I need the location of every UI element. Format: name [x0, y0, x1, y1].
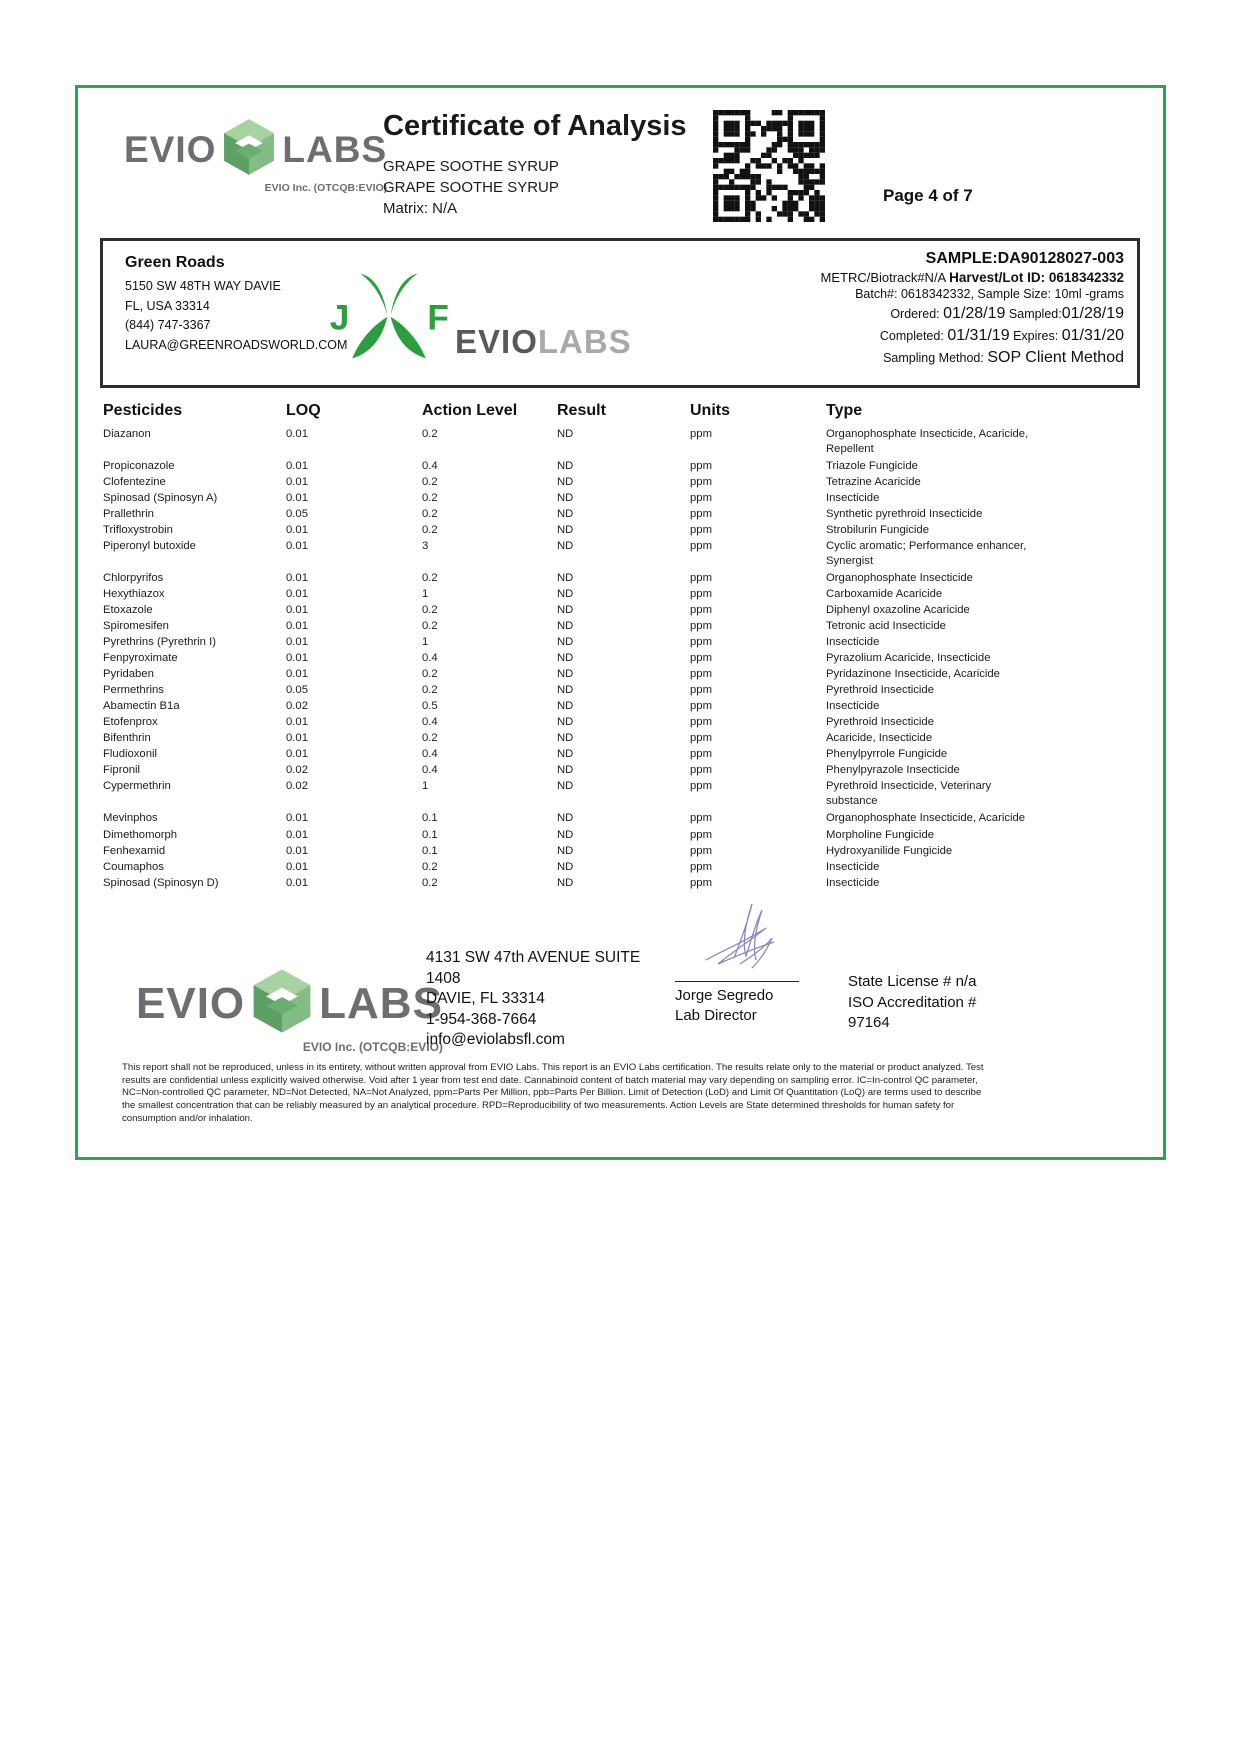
- page-number: Page 4 of 7: [883, 186, 973, 205]
- eviolabs-wordmark: EVIOLABS: [455, 323, 632, 360]
- action-level-cell: 1: [422, 636, 429, 648]
- type-cell: Carboxamide Acaricide: [826, 588, 943, 600]
- table-row: [103, 651, 1143, 666]
- loq-cell: 0.01: [286, 492, 308, 504]
- table-row: [103, 860, 1143, 875]
- action-level-cell: 0.2: [422, 620, 438, 632]
- evio-labs-logo-footer: [136, 968, 443, 1054]
- units-cell: ppm: [690, 620, 712, 632]
- units-cell: ppm: [690, 861, 712, 873]
- table-header-row: [103, 402, 1143, 420]
- result-cell: ND: [557, 732, 574, 744]
- loq-cell: 0.01: [286, 476, 308, 488]
- col-header-action-level: Action Level: [422, 402, 518, 419]
- table-row: [103, 828, 1143, 843]
- table-row: [103, 763, 1143, 778]
- type-cell: Pyrethroid Insecticide, Veterinary substance: [826, 780, 992, 807]
- pesticide-name-cell: Chlorpyrifos: [103, 572, 164, 584]
- loq-cell: 0.02: [286, 700, 308, 712]
- table-row: [103, 731, 1143, 746]
- units-cell: ppm: [690, 636, 712, 648]
- clover-logo-icon: [325, 255, 453, 377]
- client-email: LAURA@GREENROADSWORLD.COM: [125, 337, 348, 352]
- sample-metrc-harvest: METRC/Biotrack#N/A Harvest/Lot ID: 0618342332: [820, 270, 1124, 285]
- result-cell: ND: [557, 861, 574, 873]
- type-cell: Insecticide: [826, 877, 880, 889]
- matrix-line: Matrix: N/A: [383, 200, 458, 217]
- type-cell: Pyrazolium Acaricide, Insecticide: [826, 652, 991, 664]
- action-level-cell: 0.2: [422, 877, 438, 889]
- type-cell: Insecticide: [826, 636, 880, 648]
- result-cell: ND: [557, 700, 574, 712]
- loq-cell: 0.05: [286, 684, 308, 696]
- table-row: [103, 683, 1143, 698]
- units-cell: ppm: [690, 572, 712, 584]
- action-level-cell: 0.4: [422, 460, 438, 472]
- result-cell: ND: [557, 540, 574, 552]
- loq-cell: 0.01: [286, 652, 308, 664]
- action-level-cell: 0.2: [422, 732, 438, 744]
- signer-name: Jorge Segredo: [675, 987, 774, 1004]
- type-cell: Strobilurin Fungicide: [826, 524, 929, 536]
- table-row: [103, 715, 1143, 730]
- type-cell: Organophosphate Insecticide: [826, 572, 973, 584]
- action-level-cell: 0.4: [422, 716, 438, 728]
- evio-cube-icon: [249, 968, 315, 1039]
- type-cell: Cyclic aromatic; Performance enhancer, Synergist: [826, 540, 1027, 567]
- units-cell: ppm: [690, 684, 712, 696]
- pesticide-name-cell: Cypermethrin: [103, 780, 171, 792]
- evio-cube-icon: [220, 118, 278, 181]
- pesticide-name-cell: Trifloxystrobin: [103, 524, 173, 536]
- action-level-cell: 0.4: [422, 652, 438, 664]
- result-cell: ND: [557, 460, 574, 472]
- client-name: Green Roads: [125, 254, 225, 271]
- client-address2: FL, USA 33314: [125, 298, 210, 313]
- loq-cell: 0.01: [286, 460, 308, 472]
- type-cell: Hydroxyanilide Fungicide: [826, 845, 953, 857]
- green-border-frame: [75, 85, 1166, 1160]
- table-row: [103, 619, 1143, 634]
- svg-text:F: F: [427, 298, 449, 338]
- type-cell: Acaricide, Insecticide: [826, 732, 933, 744]
- product-name-line2: GRAPE SOOTHE SYRUP: [383, 179, 559, 196]
- header-title-block: [383, 110, 687, 219]
- units-cell: ppm: [690, 716, 712, 728]
- brand-evio-text: EVIO: [124, 128, 217, 170]
- loq-cell: 0.01: [286, 572, 308, 584]
- loq-cell: 0.01: [286, 829, 308, 841]
- loq-cell: 0.01: [286, 428, 308, 440]
- type-cell: Tetrazine Acaricide: [826, 476, 921, 488]
- pesticide-name-cell: Dimethomorph: [103, 829, 178, 841]
- client-address1: 5150 SW 48TH WAY DAVIE: [125, 279, 281, 293]
- col-header-loq: LOQ: [286, 402, 321, 419]
- units-cell: ppm: [690, 812, 712, 824]
- action-level-cell: 1: [422, 780, 429, 792]
- signature-scribble: [696, 898, 791, 973]
- type-cell: Diphenyl oxazoline Acaricide: [826, 604, 970, 616]
- loq-cell: 0.01: [286, 636, 308, 648]
- type-cell: Pyrethroid Insecticide: [826, 684, 934, 696]
- table-row: [103, 507, 1143, 522]
- pesticide-name-cell: Abamectin B1a: [103, 700, 180, 712]
- table-row: [103, 539, 1143, 569]
- client-info: [125, 254, 347, 355]
- pesticide-name-cell: Permethrins: [103, 684, 164, 696]
- table-row: [103, 779, 1143, 809]
- units-cell: ppm: [690, 476, 712, 488]
- brand-subtitle: EVIO Inc. (OTCQB:EVIO): [302, 1040, 443, 1054]
- col-header-units: Units: [690, 402, 730, 419]
- pesticide-name-cell: Mevinphos: [103, 812, 158, 824]
- lab-address-block: [426, 948, 640, 1051]
- brand-labs-text: LABS: [282, 128, 388, 170]
- result-cell: ND: [557, 716, 574, 728]
- loq-cell: 0.02: [286, 764, 308, 776]
- action-level-cell: 0.1: [422, 812, 438, 824]
- action-level-cell: 0.1: [422, 829, 438, 841]
- result-cell: ND: [557, 476, 574, 488]
- table-row: [103, 571, 1143, 586]
- product-name-line1: GRAPE SOOTHE SYRUP: [383, 158, 559, 175]
- loq-cell: 0.01: [286, 812, 308, 824]
- svg-text:J: J: [329, 298, 350, 338]
- units-cell: ppm: [690, 780, 712, 792]
- units-cell: ppm: [690, 877, 712, 889]
- loq-cell: 0.05: [286, 508, 308, 520]
- type-cell: Organophosphate Insecticide, Acaricide: [826, 812, 1026, 824]
- pesticide-name-cell: Etofenprox: [103, 716, 158, 728]
- loq-cell: 0.01: [286, 716, 308, 728]
- type-cell: Triazole Fungicide: [826, 460, 918, 472]
- table-row: [103, 844, 1143, 859]
- action-level-cell: 0.2: [422, 492, 438, 504]
- result-cell: ND: [557, 508, 574, 520]
- action-level-cell: 0.2: [422, 476, 438, 488]
- pesticide-name-cell: Spinosad (Spinosyn D): [103, 877, 219, 889]
- pesticide-name-cell: Fenpyroximate: [103, 652, 178, 664]
- pesticide-name-cell: Piperonyl butoxide: [103, 540, 196, 552]
- loq-cell: 0.01: [286, 861, 308, 873]
- type-cell: Insecticide: [826, 861, 880, 873]
- units-cell: ppm: [690, 732, 712, 744]
- pesticide-name-cell: Bifenthrin: [103, 732, 151, 744]
- result-cell: ND: [557, 829, 574, 841]
- units-cell: ppm: [690, 829, 712, 841]
- sample-details: [821, 250, 1124, 369]
- pesticide-name-cell: Fipronil: [103, 764, 141, 776]
- units-cell: ppm: [690, 460, 712, 472]
- lab-phone: 1-954-368-7664: [426, 1010, 537, 1028]
- loq-cell: 0.01: [286, 732, 308, 744]
- pesticide-name-cell: Pyrethrins (Pyrethrin I): [103, 636, 216, 648]
- action-level-cell: 0.2: [422, 684, 438, 696]
- units-cell: ppm: [690, 508, 712, 520]
- type-cell: Phenylpyrazole Insecticide: [826, 764, 960, 776]
- action-level-cell: 0.2: [422, 572, 438, 584]
- table-row: [103, 427, 1143, 457]
- result-cell: ND: [557, 524, 574, 536]
- pesticides-table: [103, 402, 1143, 892]
- signature-block: [675, 981, 799, 1026]
- iso-accreditation-number: 97164: [848, 1014, 890, 1031]
- loq-cell: 0.01: [286, 845, 308, 857]
- result-cell: ND: [557, 652, 574, 664]
- col-header-type: Type: [826, 402, 863, 419]
- type-cell: Synthetic pyrethroid Insecticide: [826, 508, 983, 520]
- loq-cell: 0.01: [286, 748, 308, 760]
- action-level-cell: 0.4: [422, 764, 438, 776]
- action-level-cell: 0.2: [422, 861, 438, 873]
- table-row: [103, 747, 1143, 762]
- pesticide-name-cell: Propiconazole: [103, 460, 175, 472]
- type-cell: Phenylpyrrole Fungicide: [826, 748, 948, 760]
- result-cell: ND: [557, 668, 574, 680]
- loq-cell: 0.02: [286, 780, 308, 792]
- result-cell: ND: [557, 845, 574, 857]
- action-level-cell: 1: [422, 588, 429, 600]
- qr-code: [713, 110, 825, 222]
- type-cell: Pyridazinone Insecticide, Acaricide: [826, 668, 1000, 680]
- action-level-cell: 0.5: [422, 700, 438, 712]
- pesticide-name-cell: Clofentezine: [103, 476, 166, 488]
- type-cell: Morpholine Fungicide: [826, 829, 935, 841]
- pesticide-name-cell: Diazanon: [103, 428, 151, 440]
- type-cell: Organophosphate Insecticide, Acaricide, Repellent: [826, 428, 1029, 455]
- table-row: [103, 603, 1143, 618]
- result-cell: ND: [557, 780, 574, 792]
- loq-cell: 0.01: [286, 540, 308, 552]
- col-header-pesticides: Pesticides: [103, 402, 183, 419]
- table-row: [103, 811, 1143, 826]
- pesticide-name-cell: Etoxazole: [103, 604, 153, 616]
- pesticide-name-cell: Coumaphos: [103, 861, 164, 873]
- loq-cell: 0.01: [286, 604, 308, 616]
- table-row: [103, 523, 1143, 538]
- pesticide-name-cell: Spiromesifen: [103, 620, 169, 632]
- pesticide-name-cell: Fenhexamid: [103, 845, 166, 857]
- units-cell: ppm: [690, 540, 712, 552]
- signature-line: [675, 981, 799, 982]
- action-level-cell: 0.2: [422, 668, 438, 680]
- units-cell: ppm: [690, 668, 712, 680]
- loq-cell: 0.01: [286, 524, 308, 536]
- page-title: Certificate of Analysis: [383, 110, 687, 142]
- result-cell: ND: [557, 636, 574, 648]
- col-header-result: Result: [557, 402, 606, 419]
- action-level-cell: 0.2: [422, 524, 438, 536]
- action-level-cell: 0.1: [422, 845, 438, 857]
- type-cell: Tetronic acid Insecticide: [826, 620, 946, 632]
- units-cell: ppm: [690, 428, 712, 440]
- units-cell: ppm: [690, 748, 712, 760]
- license-block: [848, 972, 976, 1034]
- lab-address-line1: 4131 SW 47th AVENUE SUITE: [426, 949, 641, 966]
- result-cell: ND: [557, 588, 574, 600]
- result-cell: ND: [557, 492, 574, 504]
- units-cell: ppm: [690, 700, 712, 712]
- table-row: [103, 635, 1143, 650]
- sample-method: Sampling Method: SOP Client Method: [883, 349, 1124, 366]
- signer-title: Lab Director: [675, 1007, 757, 1024]
- pesticide-name-cell: Pyridaben: [103, 668, 154, 680]
- units-cell: ppm: [690, 652, 712, 664]
- pesticide-name-cell: Prallethrin: [103, 508, 154, 520]
- table-row: [103, 475, 1143, 490]
- action-level-cell: 3: [422, 540, 429, 552]
- disclaimer-text: This report shall not be reproduced, unless in its entirety, without written approval from EVIO Labs. This report is an EVIO Labs certification. The results relate only to the material or product analyzed. Test results are confidential unless explicitly waived otherwise. Void after 1 year from test end date. Cannabinoid content of batch material may vary depending on sampling error. IC=In-control QC parameter, NC=Non-controlled QC parameter, ND=Not Detected, NA=Not Analyzed, ppm=Parts Per Million, ppb=Parts Per Billion. Limit of Detection (LoD) and Limit Of Quantitation (LoQ) are terms used to describe the smallest concentration that can be reliably measured by an analytical procedure. RPD=Reproducibility of two measurements. Action Levels are State determined thresholds for human safety for consumption and/or inhalation.: [122, 1062, 984, 1124]
- units-cell: ppm: [690, 524, 712, 536]
- result-cell: ND: [557, 684, 574, 696]
- units-cell: ppm: [690, 492, 712, 504]
- units-cell: ppm: [690, 604, 712, 616]
- loq-cell: 0.01: [286, 668, 308, 680]
- iso-accreditation-label: ISO Accreditation #: [848, 993, 977, 1011]
- brand-subtitle: EVIO Inc. (OTCQB:EVIO): [264, 182, 388, 194]
- result-cell: ND: [557, 877, 574, 889]
- lab-address-line2: 1408: [426, 969, 461, 987]
- table-body: [103, 427, 1143, 891]
- pesticide-name-cell: Hexythiazox: [103, 588, 165, 600]
- lab-address-line3: DAVIE, FL 33314: [426, 990, 545, 1007]
- table-row: [103, 667, 1143, 682]
- pesticide-name-cell: Spinosad (Spinosyn A): [103, 492, 218, 504]
- sample-id: SAMPLE:DA90128027-003: [925, 250, 1124, 267]
- action-level-cell: 0.2: [422, 604, 438, 616]
- table-row: [103, 699, 1143, 714]
- lab-email: info@eviolabsfl.com: [426, 1031, 565, 1048]
- sample-batch: Batch#: 0618342332, Sample Size: 10ml -grams: [855, 287, 1124, 301]
- table-row: [103, 491, 1143, 506]
- loq-cell: 0.01: [286, 877, 308, 889]
- units-cell: ppm: [690, 588, 712, 600]
- table-row: [103, 587, 1143, 602]
- result-cell: ND: [557, 428, 574, 440]
- units-cell: ppm: [690, 764, 712, 776]
- table-row: [103, 876, 1143, 891]
- table-row: [103, 459, 1143, 474]
- result-cell: ND: [557, 764, 574, 776]
- result-cell: ND: [557, 572, 574, 584]
- result-cell: ND: [557, 748, 574, 760]
- result-cell: ND: [557, 620, 574, 632]
- evio-labs-logo: [124, 118, 387, 194]
- loq-cell: 0.01: [286, 620, 308, 632]
- action-level-cell: 0.2: [422, 428, 438, 440]
- sample-dates1: Ordered: 01/28/19 Sampled:01/28/19: [890, 305, 1124, 322]
- brand-evio-text: EVIO: [136, 978, 246, 1028]
- units-cell: ppm: [690, 845, 712, 857]
- pesticide-name-cell: Fludioxonil: [103, 748, 158, 760]
- loq-cell: 0.01: [286, 588, 308, 600]
- result-cell: ND: [557, 812, 574, 824]
- brand-labs-text: LABS: [319, 978, 443, 1028]
- state-license: State License # n/a: [848, 973, 977, 990]
- type-cell: Insecticide: [826, 492, 880, 504]
- client-phone: (844) 747-3367: [125, 318, 211, 332]
- sample-dates2: Completed: 01/31/19 Expires: 01/31/20: [879, 327, 1124, 344]
- type-cell: Insecticide: [826, 700, 880, 712]
- result-cell: ND: [557, 604, 574, 616]
- type-cell: Pyrethroid Insecticide: [826, 716, 934, 728]
- action-level-cell: 0.4: [422, 748, 438, 760]
- action-level-cell: 0.2: [422, 508, 438, 520]
- sample-info-box: [100, 238, 1140, 388]
